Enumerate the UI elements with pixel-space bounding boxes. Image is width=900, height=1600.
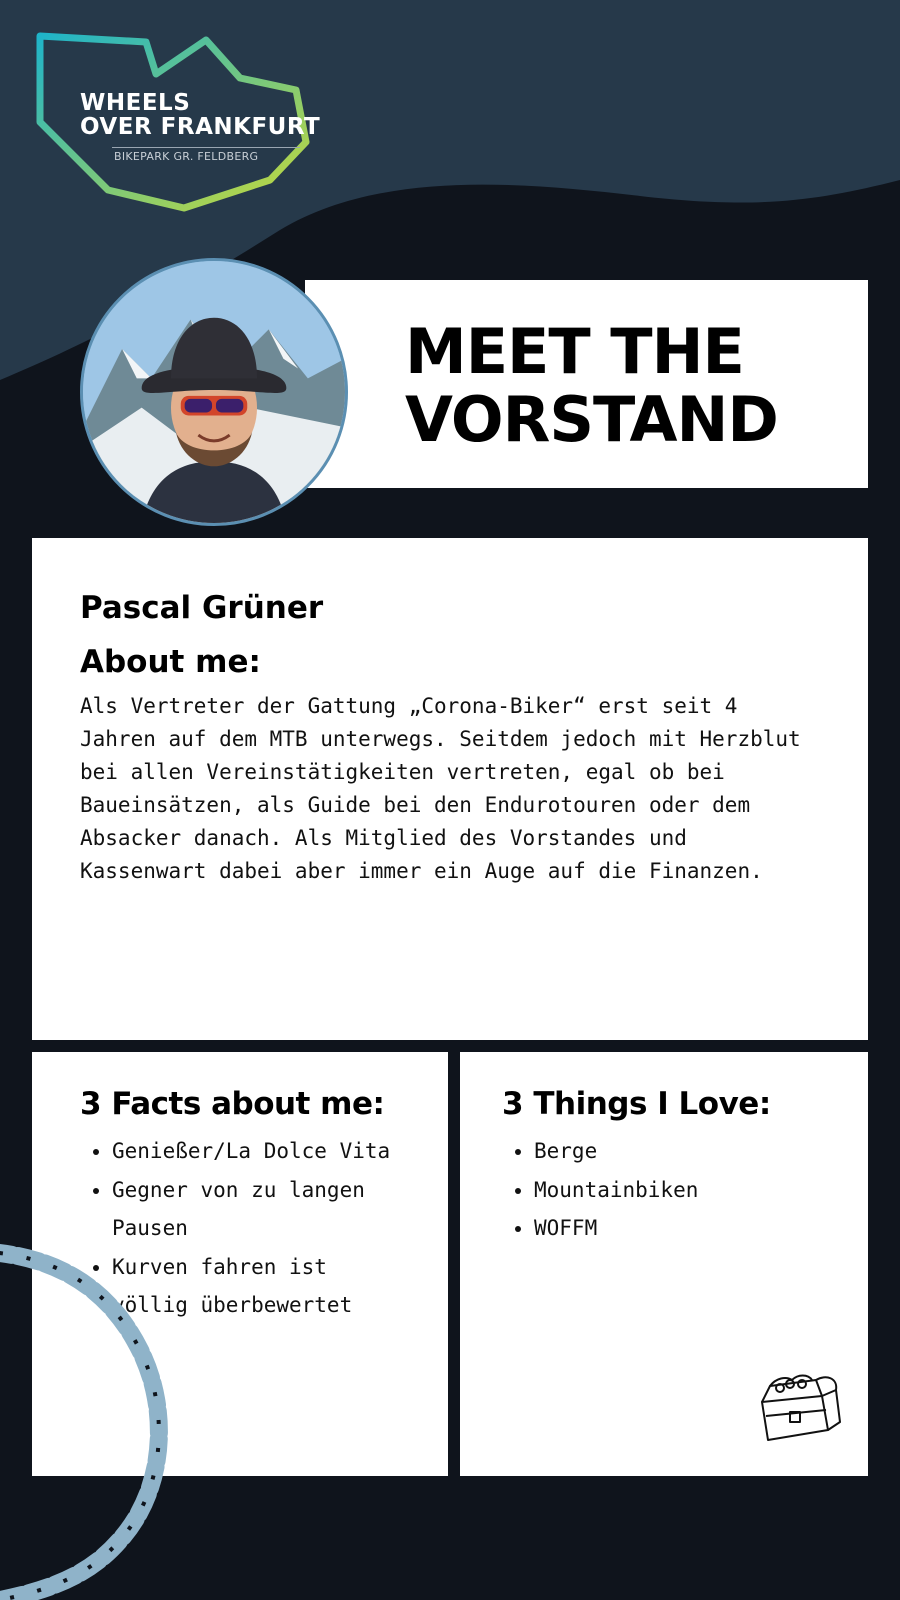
page-title-line2: VORSTAND (405, 383, 778, 456)
logo-subtitle: BIKEPARK GR. FELDBERG (114, 150, 259, 163)
list-item: • WOFFM (534, 1209, 834, 1248)
logo-title-line1: WHEELS (80, 90, 191, 116)
avatar (80, 258, 348, 526)
list-item: • Gegner von zu langen Pausen (112, 1171, 412, 1248)
logo-title-line2: OVER FRANKFURT (80, 114, 321, 140)
list-item: • Berge (534, 1132, 834, 1171)
list-item: • Mountainbiken (534, 1171, 834, 1210)
logo-divider (112, 147, 300, 148)
loves-heading: 3 Things I Love: (502, 1086, 771, 1122)
about-card (32, 538, 868, 1040)
wheels-over-frankfurt-logo[interactable] (34, 30, 364, 215)
facts-card (32, 1052, 448, 1476)
list-item: • Genießer/La Dolce Vita (112, 1132, 412, 1171)
profile-name: Pascal Grüner (80, 590, 324, 626)
page-title-line1: MEET THE (405, 315, 744, 388)
page-title (405, 315, 778, 456)
about-text: Als Vertreter der Gattung „Corona-Biker“ erst seit 4 Jahren auf dem MTB unterwegs. Seitdem jedoch mit Herzblut bei allen Vereinstätigkeiten vertreten, egal ob bei Baueinsätzen, als Guide bei den Endurotouren oder dem Absacker danach. Als Mitglied des Vorstandes und Kassenwart dabei aber immer ein Auge auf die Finanzen. (80, 694, 801, 883)
loves-card (460, 1052, 868, 1476)
facts-list (80, 1132, 412, 1325)
facts-heading: 3 Facts about me: (80, 1086, 385, 1122)
title-card (305, 280, 868, 488)
list-item: • Kurven fahren ist völlig überbewertet (112, 1248, 412, 1325)
portrait-photo (83, 261, 345, 523)
treasure-chest-icon (756, 1372, 844, 1444)
about-heading: About me: (80, 644, 261, 680)
loves-list (502, 1132, 834, 1248)
